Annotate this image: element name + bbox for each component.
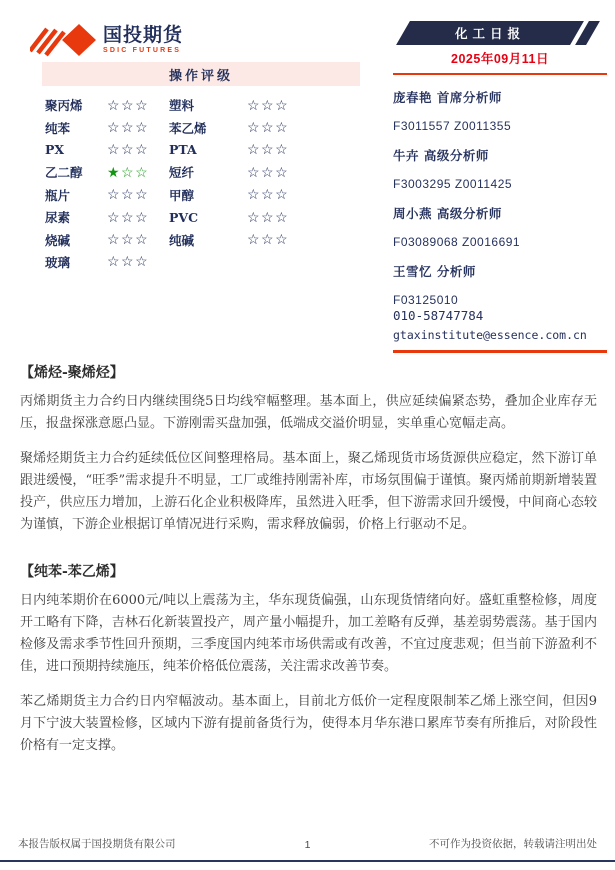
rating-stars: ☆☆☆ [107, 96, 150, 113]
analyst-license: F3011557 Z0011355 [393, 119, 512, 133]
product-name: 聚丙烯 [45, 98, 83, 114]
section-heading-olefins: 【烯烃-聚烯烃】 [20, 365, 124, 381]
logo-text [103, 26, 183, 54]
rating-stars: ★☆☆ [107, 163, 150, 180]
rating-row [42, 116, 360, 138]
sdic-logo-icon [30, 20, 96, 60]
product-name: 短纤 [169, 165, 195, 181]
section-heading-benzene: 【纯苯-苯乙烯】 [20, 564, 124, 580]
footer-disclaimer: 不可作为投资依据，转载请注明出处 [429, 838, 597, 850]
product-name: 纯苯 [45, 120, 71, 136]
body-paragraph: 丙烯期货主力合约日内继续围绕5日均线窄幅整理。基本面上，供应延续偏紧态势，叠加企业库存无压，报盘探涨意愿凸显。下游刚需买盘加强，低端成交溢价明显，实单重心宽幅走高。 [20, 394, 597, 431]
rating-stars: ☆☆☆ [247, 119, 290, 136]
product-name: 甲醇 [169, 187, 195, 203]
rating-row [42, 139, 360, 161]
contact-phone: 010-58747784 [393, 308, 484, 323]
product-name: 塑料 [169, 98, 195, 114]
rating-rows [42, 94, 360, 273]
report-title: 化工日报 [454, 27, 525, 41]
rating-row [42, 251, 360, 273]
rating-stars: ☆☆☆ [247, 186, 290, 203]
rating-table [42, 62, 360, 273]
product-name: PTA [169, 142, 197, 158]
rating-stars: ☆☆☆ [247, 141, 290, 158]
rating-table-title: 操作评级 [42, 62, 360, 86]
company-logo [30, 20, 183, 60]
report-date [393, 49, 607, 75]
rating-row [42, 228, 360, 250]
footer-page-number: 1 [304, 839, 311, 851]
report-title-banner [403, 21, 593, 45]
analyst-name: 王雪忆 分析师 [393, 264, 476, 279]
rating-row [42, 184, 360, 206]
rating-stars: ☆☆☆ [107, 231, 150, 248]
product-name: 苯乙烯 [169, 120, 207, 136]
body-paragraph: 日内纯苯期价在6000元/吨以上震荡为主，华东现货偏强，山东现货情绪向好。盛虹重整检修，周度开工略有下降，吉林石化新装置投产，周产量小幅提升，加工差略有反弹，基差弱势震荡。基于国内检修及需求季节性回升预期，三季度国内纯苯市场供需或有改善，不宜过度悲观；但当前下游盈利不佳，进口预期持续施压，纯苯价格低位震荡，关注需求改善节奏。 [20, 593, 597, 674]
contact-block [393, 308, 607, 353]
rating-row [42, 206, 360, 228]
rating-stars: ☆☆☆ [107, 186, 150, 203]
product-name: PVC [169, 209, 199, 225]
product-name: 尿素 [45, 210, 71, 226]
page-footer [0, 836, 615, 862]
rating-stars: ☆☆☆ [247, 163, 290, 180]
report-date-text: 2025年09月11日 [451, 52, 549, 66]
rating-stars: ☆☆☆ [107, 119, 150, 136]
body-paragraph: 苯乙烯期货主力合约日内窄幅波动。基本面上，目前北方低价一定程度限制苯乙烯上涨空间，但因9月下宁波大装置检修，区域内下游有提前备货行为，使得本月华东港口累库节奏有所推后，对阶段性价格有一定支撑。 [20, 694, 597, 753]
analyst-name: 庞春艳 首席分析师 [393, 90, 502, 105]
body-paragraph: 聚烯烃期货主力合约延续低位区间整理格局。基本面上，聚乙烯现货市场货源供应稳定，然下游订单跟进缓慢，“旺季”需求提升不明显，工厂或维持刚需补库，市场氛围偏于谨慎。聚丙烯前期新增装置投产，供应压力增加，上游石化企业积极降库，虽然进入旺季，但下游需求回升缓慢，中间商心态较为谨慎，下游企业根据订单情况进行采购，需求释放偏弱，价格上行驱动不足。 [20, 451, 597, 532]
rating-stars: ☆☆☆ [107, 208, 150, 225]
rating-row [42, 161, 360, 183]
rating-stars: ☆☆☆ [107, 141, 150, 158]
analyst-license: F03089068 Z0016691 [393, 235, 521, 249]
rating-stars: ☆☆☆ [247, 96, 290, 113]
rating-row [42, 94, 360, 116]
rating-stars: ☆☆☆ [247, 231, 290, 248]
analyst-list [393, 88, 607, 320]
product-name: 乙二醇 [45, 165, 83, 181]
report-body [20, 362, 597, 770]
contact-email[interactable]: gtaxinstitute@essence.com.cn [393, 328, 587, 342]
product-name: 烧碱 [45, 232, 71, 248]
product-name: PX [45, 142, 65, 158]
banner-main [396, 21, 584, 45]
logo-name-cn: 国投期货 [103, 25, 184, 46]
product-name: 玻璃 [45, 254, 71, 270]
analyst-name: 牛卉 高级分析师 [393, 148, 489, 163]
analyst-name: 周小燕 高级分析师 [393, 206, 502, 221]
analyst-license: F03125010 [393, 293, 459, 307]
rating-stars: ☆☆☆ [107, 253, 150, 270]
product-name: 瓶片 [45, 187, 71, 203]
logo-name-en: SDIC FUTURES [103, 47, 182, 54]
analyst-license: F3003295 Z0011425 [393, 177, 513, 191]
footer-copyright: 本报告版权属于国投期货有限公司 [18, 838, 176, 850]
product-name: 纯碱 [169, 232, 195, 248]
rating-stars: ☆☆☆ [247, 208, 290, 225]
